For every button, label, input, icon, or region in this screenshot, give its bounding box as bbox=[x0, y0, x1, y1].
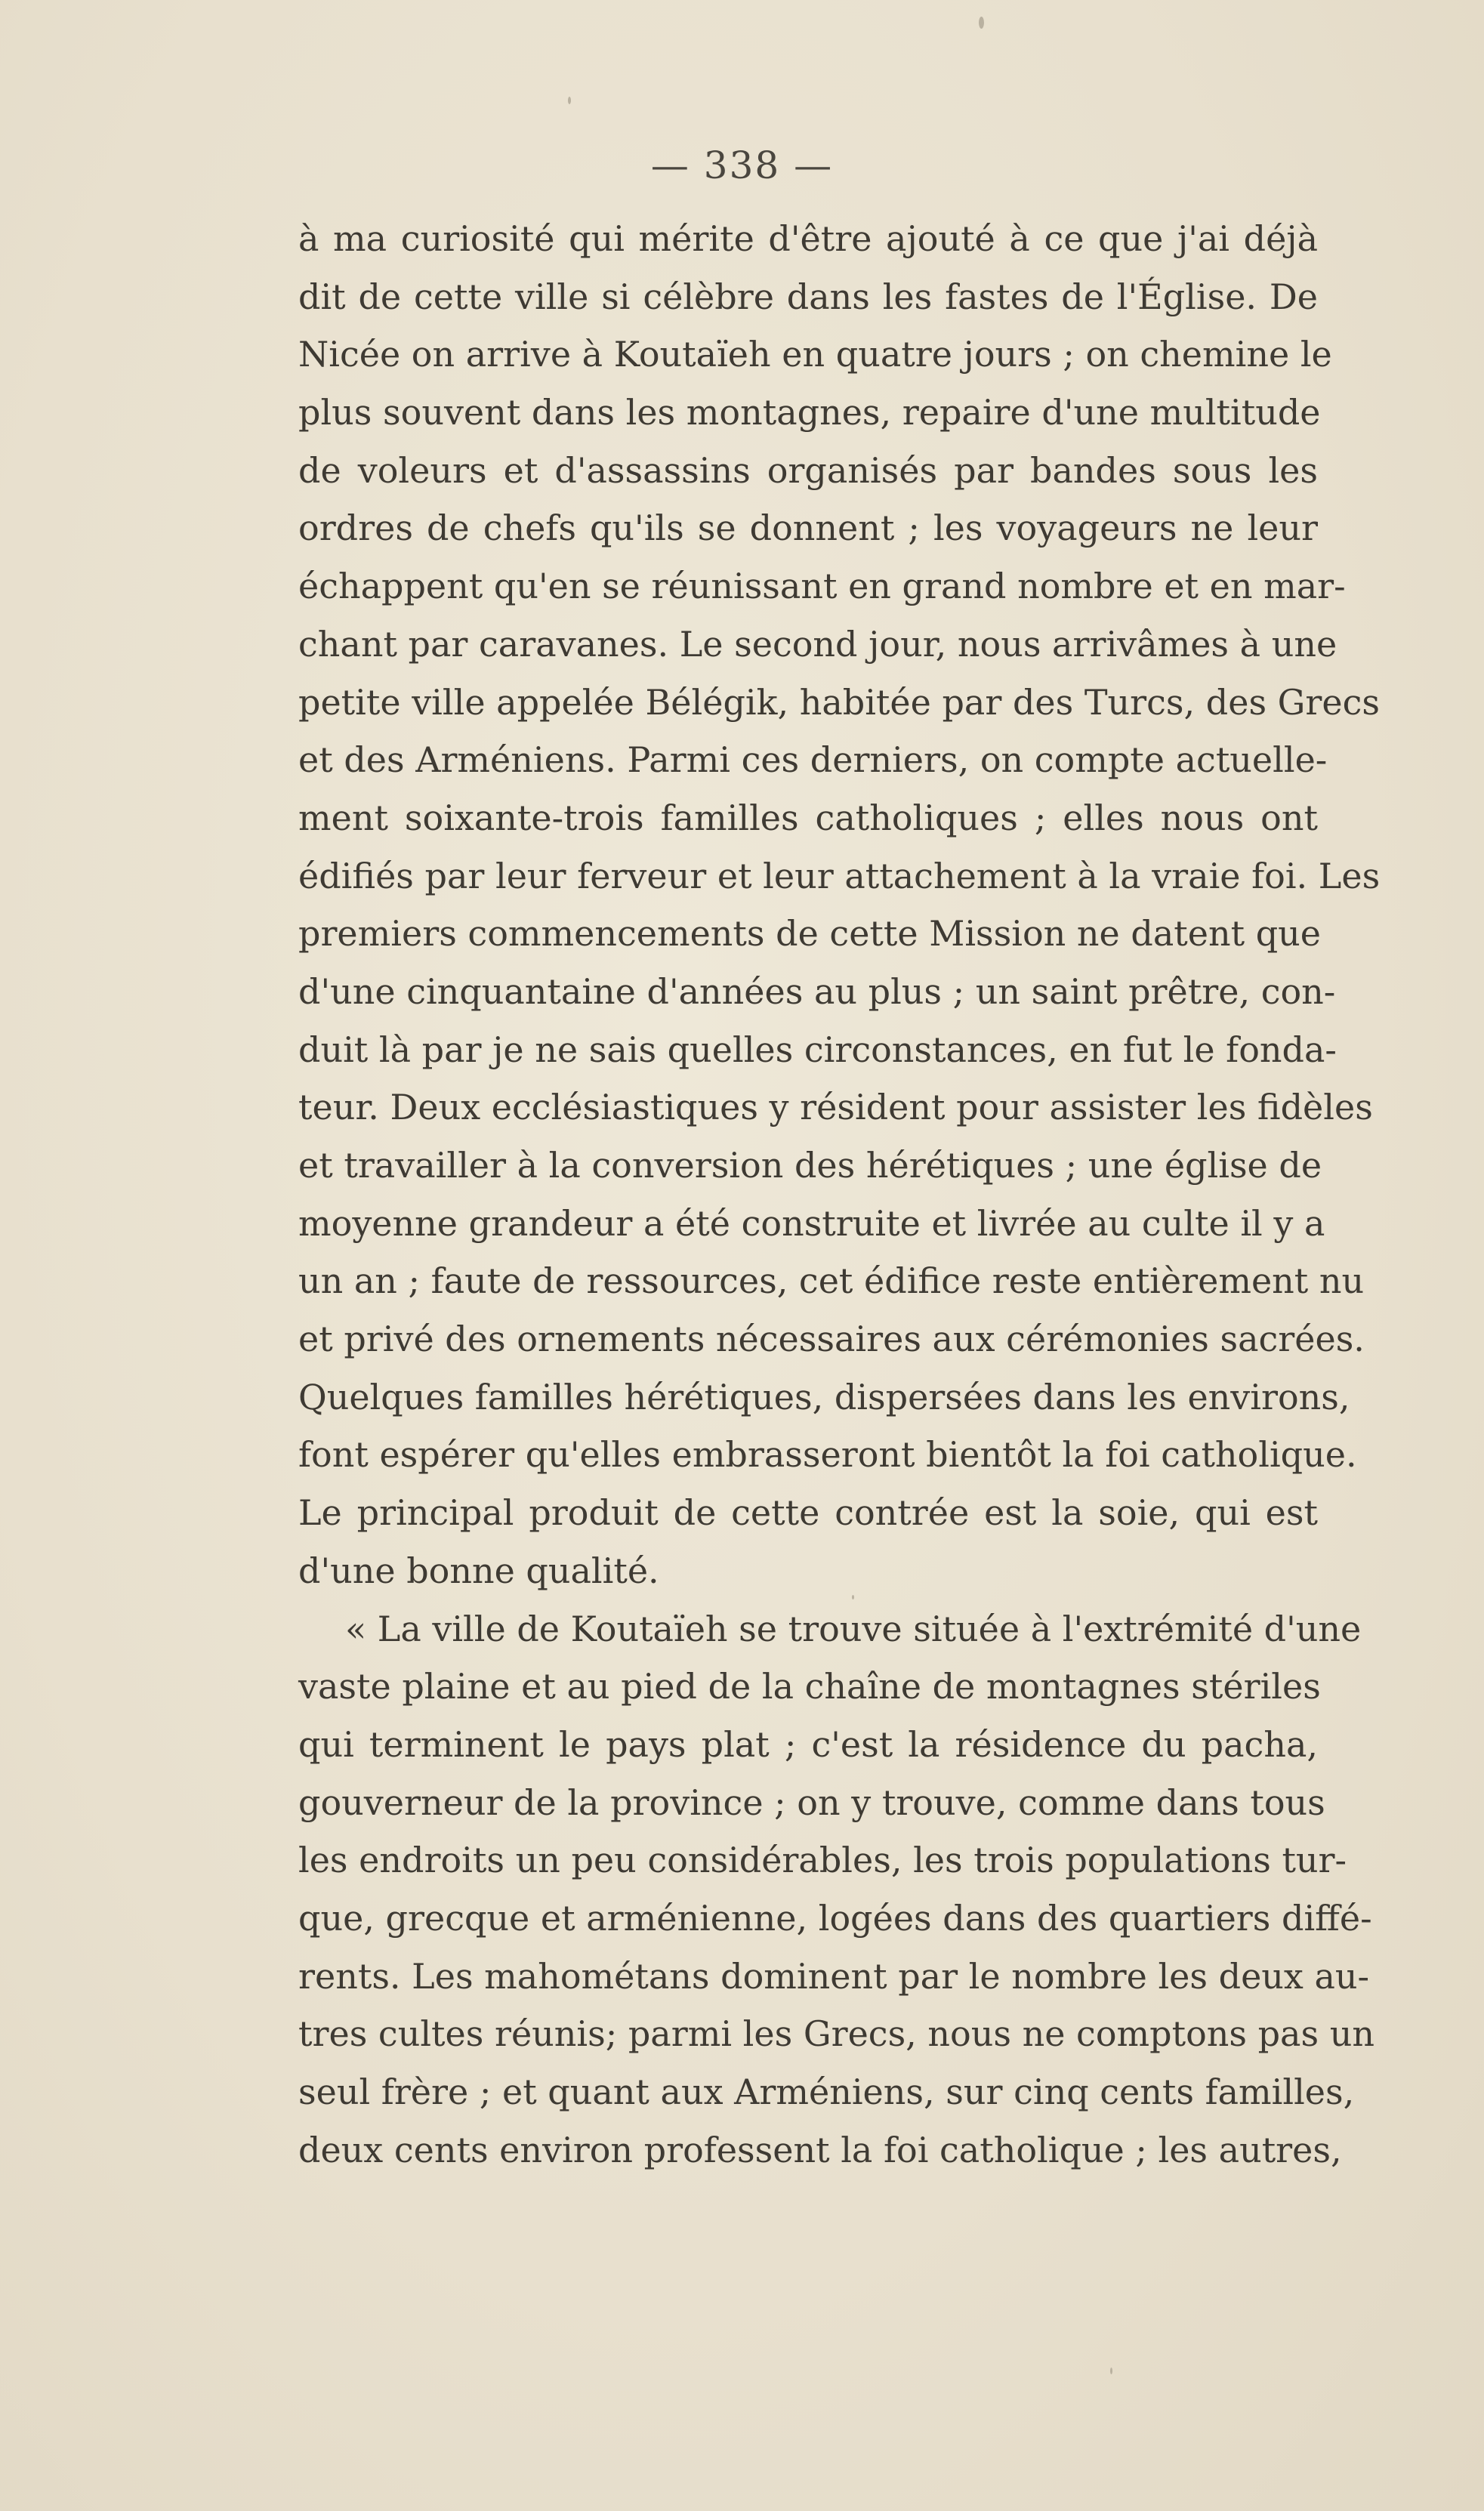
body-text bbox=[298, 210, 1381, 2179]
text-line: édifiés par leur ferveur et leur attachement à la vraie foi. Les bbox=[298, 855, 1381, 896]
text-line: premiers commencements de cette Mission ne datent que bbox=[298, 913, 1321, 955]
text-line: et travailler à la conversion des hérétiques ; une église de bbox=[298, 1145, 1322, 1186]
text-line: vaste plaine et au pied de la chaîne de montagnes stériles bbox=[298, 1666, 1321, 1707]
text-line: ordres de chefs qu'ils se donnent ; les voyageurs ne leur bbox=[298, 507, 1318, 549]
text-line: plus souvent dans les montagnes, repaire d'une multitude bbox=[298, 392, 1321, 433]
text-line: seul frère ; et quant aux Arméniens, sur cinq cents familles, bbox=[298, 2071, 1355, 2112]
text-line: à ma curiosité qui mérite d'être ajouté à ce que j'ai déjà bbox=[298, 218, 1318, 259]
text-line: dit de cette ville si célèbre dans les fastes de l'Église. De bbox=[298, 276, 1318, 317]
text-line: « La ville de Koutaïeh se trouve située à l'extrémité d'une bbox=[345, 1608, 1362, 1649]
text-line: duit là par je ne sais quelles circonstances, en fut le fonda- bbox=[298, 1029, 1337, 1070]
text-line: ment soixante-trois familles catholiques ; elles nous ont bbox=[298, 797, 1318, 838]
text-line: rents. Les mahométans dominent par le nombre les deux au- bbox=[298, 1955, 1370, 1997]
text-line: d'une bonne qualité. bbox=[298, 1550, 659, 1591]
text-line: et privé des ornements nécessaires aux cérémonies sacrées. bbox=[298, 1319, 1365, 1360]
text-line: Nicée on arrive à Koutaïeh en quatre jours ; on chemine le bbox=[298, 334, 1332, 375]
paper-speck bbox=[979, 17, 984, 29]
text-line: chant par caravanes. Le second jour, nous arrivâmes à une bbox=[298, 623, 1337, 665]
text-line: petite ville appelée Bélégik, habitée par des Turcs, des Grecs bbox=[298, 681, 1380, 723]
paper-speck bbox=[568, 97, 571, 104]
text-line: deux cents environ professent la foi catholique ; les autres, bbox=[298, 2129, 1342, 2170]
text-line: échappent qu'en se réunissant en grand nombre et en mar- bbox=[298, 566, 1346, 607]
text-line: gouverneur de la province ; on y trouve, comme dans tous bbox=[298, 1781, 1325, 1823]
text-line: un an ; faute de ressources, cet édifice reste entièrement nu bbox=[298, 1260, 1365, 1302]
text-line: font espérer qu'elles embrasseront bientôt la foi catholique. bbox=[298, 1434, 1357, 1476]
text-line: et des Arméniens. Parmi ces derniers, on compte actuelle- bbox=[298, 739, 1328, 781]
page-number: — 338 — bbox=[650, 143, 834, 187]
text-line: teur. Deux ecclésiastiques y résident pour assister les fidèles bbox=[298, 1087, 1373, 1128]
text-line: de voleurs et d'assassins organisés par bandes sous les bbox=[298, 449, 1318, 491]
text-line: tres cultes réunis; parmi les Grecs, nous ne comptons pas un bbox=[298, 2013, 1374, 2055]
paper-speck bbox=[1110, 2368, 1112, 2374]
text-line: que, grecque et arménienne, logées dans des quartiers diffé- bbox=[298, 1897, 1372, 1939]
text-line: moyenne grandeur a été construite et livrée au culte il y a bbox=[298, 1202, 1325, 1244]
text-line: les endroits un peu considérables, les trois populations tur- bbox=[298, 1840, 1347, 1881]
text-line: Quelques familles hérétiques, dispersées dans les environs, bbox=[298, 1376, 1350, 1417]
text-line: qui terminent le pays plat ; c'est la résidence du pacha, bbox=[298, 1723, 1318, 1765]
text-line: d'une cinquantaine d'années au plus ; un saint prêtre, con- bbox=[298, 970, 1336, 1012]
text-line: Le principal produit de cette contrée est la soie, qui est bbox=[298, 1492, 1318, 1534]
